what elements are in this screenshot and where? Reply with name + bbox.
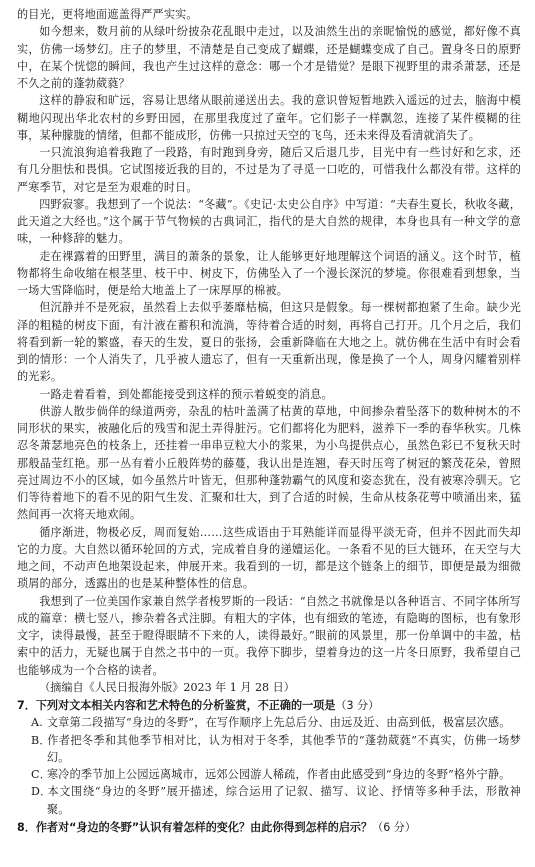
article-paragraph: 一路走着看着，到处都能接受到这样的预示着蜕变的消息。: [39, 387, 333, 401]
option-letter: B．: [31, 733, 51, 747]
option-a: [17, 714, 521, 731]
option-text: 文章第二段描写“身边的冬野”，在写作顺序上先总后分、由远及近、由高到低，极富层次感。: [47, 716, 511, 730]
option-letter: A.: [31, 716, 43, 730]
option-b: [17, 732, 521, 767]
article-paragraph: 的目光，更将地面遮盖得严严实实。: [17, 8, 198, 21]
question-score: （3 分）: [335, 699, 380, 712]
question-8: [17, 819, 521, 836]
article-paragraph: 一只流浪狗追着我跑了一段路，有时跑到身旁，随后又后退几步，目光中有一些讨好和乞求，还有几分胆怯和畏惧。它试图接近我的目的，不过是为了寻觅一口吃的，可惜我什么都没有带。这样的严寒季节，对它是至为艰难的时日。: [17, 146, 521, 194]
option-c: [17, 766, 521, 783]
article-paragraph: 供游人散步倘佯的绿道两旁，杂乱的枯叶盖满了枯黄的草地，中间掺杂着坠落下的数种树木的不同形状的果实，被融化后的残雪和泥土弄得脏污。它们都将化为肥料，滋养下一季的春华秋实。几株忍冬萧瑟地亮色的枝条上，还挂着一串串豆粒大小的浆果，为小鸟提供点心，虽然色彩已不复秋天时那般晶莹红艳。那一丛有着小丘般阵势的藤蔓，我认出是连翘，春天时压弯了树冠的繁茂花朵，曾照亮过周边不小的区域，如今虽然片叶皆无，但那种蓬勃霸气的风度和姿态犹在，没有被寒冷驯天。它们等待着地下的看不见的阳气生发、汇聚和壮大，到了合适的时候，生命从枝条花萼中喷涌出来，猛然间再一次将天地欢闹。: [17, 404, 521, 522]
option-letter: C．: [31, 768, 51, 781]
article-paragraph: 四野寂寥。我想到了一个说法：“冬藏”。《史记·太史公自序》中写道：“夫春生夏长，秋收冬藏，此天道之大经也。”这个属于节气物候的古典词汇，指代的是大自然的规律，本身也具有一种文学的意味，一种修辞的魅力。: [17, 197, 521, 246]
article-paragraph: 这样的静寂和旷远，容易让思绪从眼前递送出去。我的意识曾短暂地跌入遥远的过去，脑海中模糊地闪现出华北农村的乡野田园，在那里我度过了童年。它们影子一样飘忽，连接了某件模糊的往事，某种朦胧的情绪，但都不能成形，仿佛一只掠过天空的飞鸟，还未来得及看清就消失了。: [17, 94, 521, 142]
article-paragraph: 走在裸露着的田野里，满目的萧条的景象，让人能够更好地理解这个词语的涵义。这个时节，植物都将生命收缩在根茎里、枝干中、树皮下，仿佛坠入了一个漫长深沉的梦境。你很难看到想象，当一场大雪降临时，便是给大地盖上了一床厚厚的棉被。: [17, 249, 521, 297]
article-paragraph: 循序渐进，物极必反，周而复始……这些成语由于耳熟能详而显得平淡无奇，但并不因此而失却它的力度。大自然以循环轮回的方式，完成着自身的递嬗运化。一条看不见的巨大链环，在天空与大地之间，不动声色地架设起来，伸展开来。我看到的一切，都是这个链条上的细节，即便是最为细微琐屑的部分，透露出的也是某种整体性的信息。: [17, 525, 521, 591]
option-text: 寒冷的季节加上公园远离城市，远郊公园游人稀疏，作者由此感受到“身边的冬野”格外宁静。: [47, 768, 511, 781]
question-7: [17, 697, 521, 818]
article-source: （摘编自《人民日报海外版》2023 年 1 月 28 日）: [39, 680, 295, 694]
option-letter: D．: [31, 785, 52, 799]
question-text: 8．作者对“身边的冬野”认识有着怎样的变化？由此你得到怎样的启示？: [17, 820, 373, 834]
article-paragraph: 但沉静并不是死寂，虽然看上去似乎萎靡枯槁，但这只是假象。每一棵树都抱紧了生命。缺少光泽的粗糙的树皮下面，有汁液在蓄积和流淌，等待着合适的时刻，再将自己打开。几个月之后，我们将看到新一轮的繁盛，春天的生发，夏日的张扬，会重新降临在大地之上。就仿佛在生活中有时会看到的情形：一个人消失了，几乎被人遗忘了，但有一天重新出现，像是换了一个人，周身闪耀着别样的光彩。: [17, 301, 521, 384]
article-paragraph: 我想到了一位美国作家兼自然学者梭罗斯的一段话：“自然之书就像是以各种语言、不同字体所写成的篇章：横七竖八，掺杂着各式注脚。有粗大的字体，也有细致的笔迹，有隐晦的图标，也有象形文字，读得最慢，甚至于瞪得眼睛不下来的人，读得最好。”眼前的风景里，那一份单调中的丰盈，枯索中的活力，无疑也属于自然之书中的一页。我停下脚步，望着身边的这一片冬日原野，我希望自己也能够成为一个合格的读者。: [17, 594, 521, 677]
question-score: （6 分）: [372, 820, 416, 834]
article-paragraph: 如今想来，数月前的从绿叶纷披杂花乱眼中走过，以及油然生出的亲昵愉悦的感觉，都好像不真实，仿佛一场梦幻。庄子的梦里，不清楚是自己变成了蝴蝶，还是蝴蝶变成了自己。置身冬日的原野中，在某个恍惚的瞬间，我也产生过这样的意念：哪一个才是错觉？是眼下视野里的肃杀萧瑟，还是不久之前的蓬勃葳蕤？: [17, 25, 521, 90]
option-text: 本文围绕“身边的冬野”展开描述，综合运用了记叙、描写、议论、抒情等多种手法，形散神聚。: [47, 785, 521, 816]
article-body: [17, 6, 521, 696]
question-text: 7．下列对文本相关内容和艺术特色的分析鉴赏，不正确的一项是: [17, 699, 336, 712]
option-d: [17, 783, 521, 818]
question-stem: [17, 697, 521, 714]
option-text: 作者把冬季和其他季节相对比，认为相对于冬季，其他季节的“蓬勃葳蕤”不真实，仿佛一场梦幻。: [47, 733, 521, 764]
question-stem: [17, 819, 521, 836]
